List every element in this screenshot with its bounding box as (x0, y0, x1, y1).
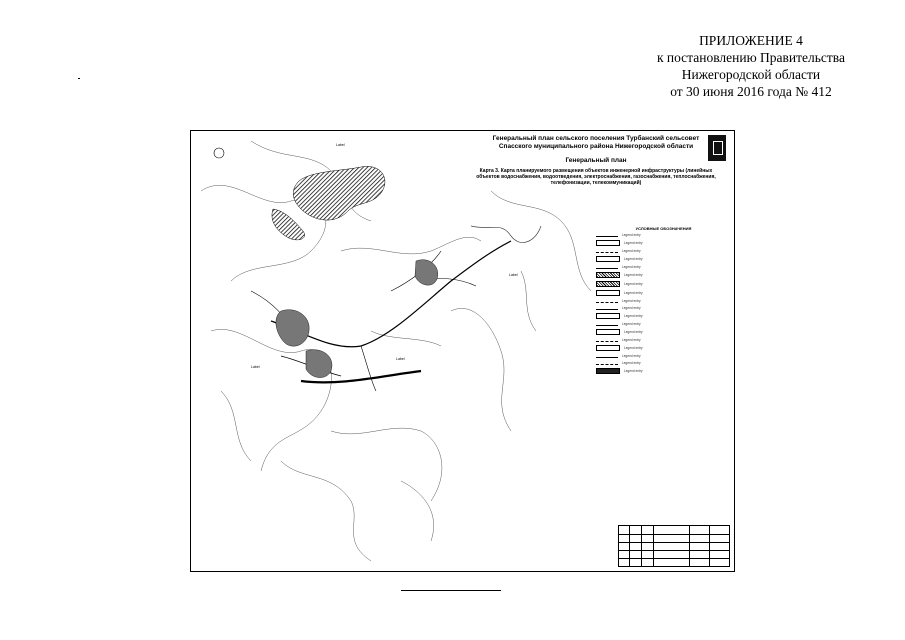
legend-item (596, 281, 731, 287)
hatched-zone (293, 166, 385, 220)
legend-item (596, 256, 731, 262)
legend-symbol (596, 368, 620, 374)
river (471, 226, 541, 243)
map-label: Label (336, 143, 345, 147)
legend-label: Legend entry (624, 273, 643, 277)
legend-label: Legend entry (624, 291, 643, 295)
region-emblem-icon (708, 135, 726, 161)
map-label: Label (251, 365, 260, 369)
legend-symbol (596, 362, 618, 365)
legend-symbol (596, 266, 618, 269)
map-title-block (471, 135, 721, 186)
legend-symbol (596, 250, 618, 253)
signature-rule (401, 590, 501, 591)
appendix-number: ПРИЛОЖЕНИЕ 4 (699, 33, 803, 48)
map-title-line1: Генеральный план сельского поселения Турбанский сельсовет (492, 135, 700, 142)
hatched-zone (272, 209, 305, 240)
legend-symbol (596, 281, 620, 287)
scan-mark (78, 78, 80, 79)
decree-reference: к постановлению Правительства (656, 50, 845, 65)
map-subtitle: Генеральный план (565, 157, 627, 164)
legend-label: Legend entry (624, 282, 643, 286)
document-header (657, 32, 845, 100)
locality-circle (214, 148, 224, 158)
legend-symbol (596, 345, 620, 351)
map-label: Label (396, 357, 405, 361)
legend-item (596, 313, 731, 319)
legend-label: Legend entry (622, 354, 641, 358)
legend-symbol (596, 339, 618, 342)
legend-label: Legend entry (622, 265, 641, 269)
map-legend (596, 227, 731, 377)
legend-item (596, 322, 731, 326)
decree-date: от 30 июня 2016 года № 412 (670, 84, 832, 99)
legend-item (596, 306, 731, 310)
legend-item (596, 354, 731, 358)
legend-symbol (596, 272, 620, 278)
legend-item (596, 299, 731, 303)
legend-item (596, 240, 731, 246)
legend-label: Legend entry (624, 257, 643, 261)
legend-title: УСЛОВНЫЕ ОБОЗНАЧЕНИЯ (635, 226, 692, 231)
title-stamp (618, 525, 730, 567)
legend-label: Legend entry (622, 299, 641, 303)
legend-symbol (596, 323, 618, 326)
legend-item (596, 265, 731, 269)
legend-item (596, 272, 731, 278)
legend-label: Legend entry (624, 346, 643, 350)
legend-label: Legend entry (622, 249, 641, 253)
map-caption: Карта 3. Карта планируемого размещения объектов инженерной инфраструктуры (линейных объектов водоснабжения, водоотведения, электроснабжения, газоснабжения, теплоснабжения, телефонизации, телекоммуникаций) (476, 168, 716, 186)
legend-symbol (596, 300, 618, 303)
legend-label: Legend entry (622, 322, 641, 326)
legend-label: Legend entry (622, 233, 641, 237)
legend-label: Legend entry (622, 338, 641, 342)
terrain-contours (201, 141, 591, 561)
legend-symbol (596, 256, 620, 262)
legend-item (596, 329, 731, 335)
legend-label: Legend entry (624, 330, 643, 334)
legend-symbol (596, 240, 620, 246)
legend-label: Legend entry (624, 369, 643, 373)
legend-label: Legend entry (622, 361, 641, 365)
legend-symbol (596, 329, 620, 335)
legend-label: Legend entry (622, 306, 641, 310)
legend-symbol (596, 313, 620, 319)
legend-item (596, 249, 731, 253)
legend-symbol (596, 290, 620, 296)
legend-item (596, 361, 731, 365)
legend-item (596, 290, 731, 296)
legend-label: Legend entry (624, 241, 643, 245)
legend-symbol (596, 355, 618, 358)
map-label: Label (509, 273, 518, 277)
map-title-line2: Спасского муниципального района Нижегородской области (498, 143, 694, 150)
legend-item (596, 338, 731, 342)
legend-symbol (596, 234, 618, 237)
legend-item (596, 368, 731, 374)
legend-item (596, 345, 731, 351)
region-name: Нижегородской области (681, 67, 821, 82)
legend-item (596, 233, 731, 237)
map-sheet (190, 130, 735, 572)
legend-label: Legend entry (624, 314, 643, 318)
legend-symbol (596, 307, 618, 310)
